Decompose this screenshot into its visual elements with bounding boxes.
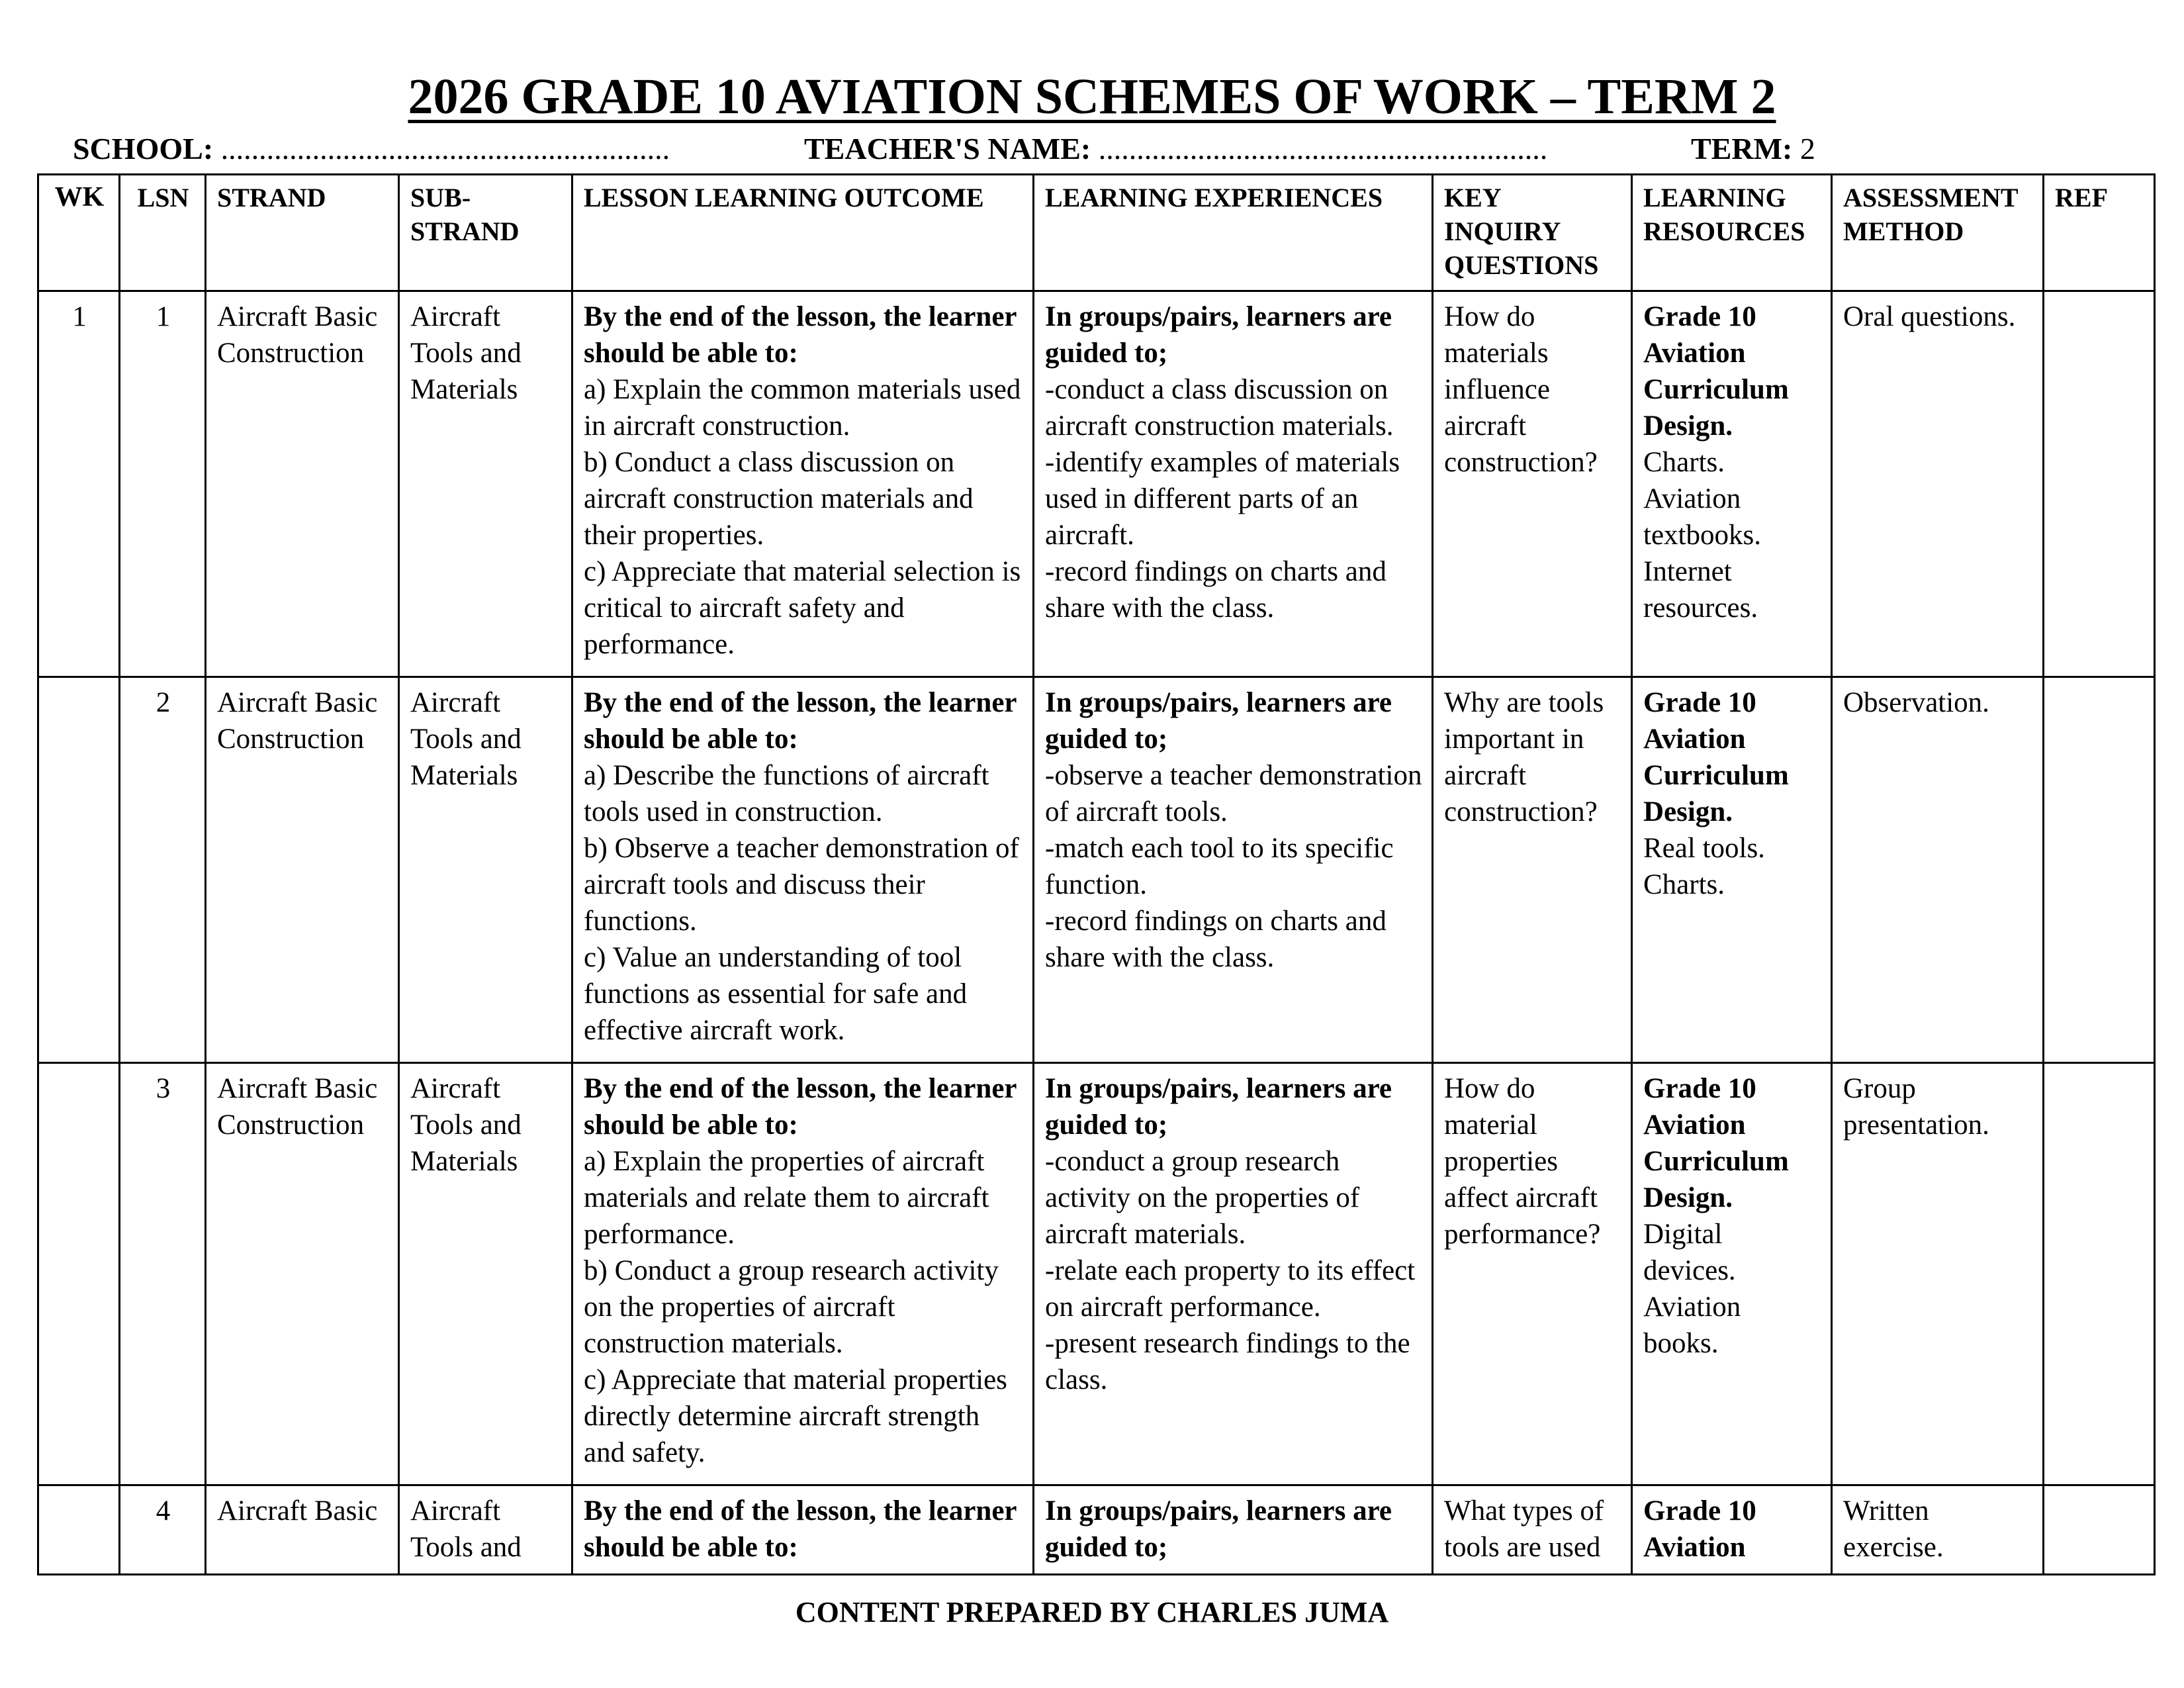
resources-cell [1632, 291, 1832, 677]
lsn-cell: 2 [120, 677, 206, 1063]
experience-item: -relate each property to its effect on aircraft performance. [1045, 1255, 1416, 1323]
lsn-cell: 1 [120, 291, 206, 677]
header-row [38, 175, 2155, 291]
school-blank: ........................................................... [220, 132, 670, 165]
outcome-a: a) Describe the functions of aircraft tools used in construction. [584, 760, 989, 827]
header-strand: STRAND [206, 175, 399, 291]
ref-cell [2044, 677, 2155, 1063]
outcome-intro: By the end of the lesson, the learner should be able to: [584, 301, 1017, 369]
wk-cell [38, 677, 120, 1063]
substrand-cell: Aircraft Tools and Materials [399, 1063, 572, 1485]
wk-cell: 1 [38, 291, 120, 677]
table-row [38, 291, 2155, 677]
term-field [1691, 132, 1815, 166]
outcome-c: c) Appreciate that material properties directly determine aircraft strength and safety. [584, 1364, 1007, 1468]
outcome-a: a) Explain the common materials used in aircraft construction. [584, 374, 1021, 442]
school-label: SCHOOL: [73, 132, 214, 165]
experience-item: -match each tool to its specific function. [1045, 833, 1394, 900]
lsn-cell: 3 [120, 1063, 206, 1485]
outcome-intro: By the end of the lesson, the learner should be able to: [584, 1073, 1017, 1141]
resources-cell [1632, 1063, 1832, 1485]
term-label: TERM: [1691, 132, 1793, 165]
resource-item: Charts. [1643, 447, 1725, 478]
header-experiences: LEARNING EXPERIENCES [1034, 175, 1433, 291]
header-ref: REF [2044, 175, 2155, 291]
inquiry-cell: How do material properties affect aircraft performance? [1433, 1063, 1632, 1485]
experience-item: -identify examples of materials used in different parts of an aircraft. [1045, 447, 1400, 551]
outcome-cell [572, 1485, 1034, 1575]
experiences-cell [1034, 291, 1433, 677]
experience-item: -conduct a class discussion on aircraft construction materials. [1045, 374, 1394, 442]
outcome-b: b) Conduct a class discussion on aircraft construction materials and their properties. [584, 447, 974, 551]
header-wk: WK [38, 175, 120, 291]
experience-item: -record findings on charts and share with the class. [1045, 556, 1387, 624]
experience-item: -record findings on charts and share with the class. [1045, 906, 1387, 973]
assessment-cell: Observation. [1832, 677, 2044, 1063]
experience-item: -conduct a group research activity on the properties of aircraft materials. [1045, 1146, 1360, 1250]
inquiry-cell: What types of tools are used [1433, 1485, 1632, 1575]
outcome-a: a) Explain the properties of aircraft materials and relate them to aircraft performance. [584, 1146, 989, 1250]
assessment-cell: Written exercise. [1832, 1485, 2044, 1575]
experiences-intro: In groups/pairs, learners are guided to; [1045, 1073, 1392, 1141]
teacher-field [804, 132, 1547, 166]
table-row [38, 677, 2155, 1063]
outcome-cell [572, 677, 1034, 1063]
assessment-cell: Oral questions. [1832, 291, 2044, 677]
term-value: 2 [1799, 132, 1815, 165]
header-assessment: ASSESSMENT METHOD [1832, 175, 2044, 291]
outcome-b: b) Conduct a group research activity on the properties of aircraft construction materials. [584, 1255, 999, 1359]
resource-item: Real tools. [1643, 833, 1765, 864]
experiences-intro: In groups/pairs, learners are guided to; [1045, 687, 1392, 755]
ref-cell [2044, 1485, 2155, 1575]
resources-cell [1632, 677, 1832, 1063]
ref-cell [2044, 291, 2155, 677]
experiences-cell [1034, 677, 1433, 1063]
resource-main: Grade 10 Aviation Curriculum Design. [1643, 301, 1789, 442]
outcome-intro: By the end of the lesson, the learner should be able to: [584, 1495, 1017, 1563]
substrand-cell: Aircraft Tools and Materials [399, 291, 572, 677]
resource-main: Grade 10 Aviation Curriculum Design. [1643, 1073, 1789, 1213]
table-row [38, 1485, 2155, 1575]
header-inquiry: KEY INQUIRY QUESTIONS [1433, 175, 1632, 291]
outcome-c: c) Appreciate that material selection is critical to aircraft safety and performance. [584, 556, 1021, 660]
header-outcome: LESSON LEARNING OUTCOME [572, 175, 1034, 291]
resources-cell [1632, 1485, 1832, 1575]
schemes-of-work-table [37, 173, 2156, 1575]
outcome-c: c) Value an understanding of tool functions as essential for safe and effective aircraft work. [584, 942, 968, 1046]
experience-item: -observe a teacher demonstration of aircraft tools. [1045, 760, 1422, 827]
resource-item: Charts. [1643, 869, 1725, 900]
resource-item: Aviation textbooks. [1643, 483, 1761, 551]
resource-item: Digital devices. [1643, 1219, 1736, 1286]
resource-item: Internet resources. [1643, 556, 1758, 624]
outcome-b: b) Observe a teacher demonstration of aircraft tools and discuss their functions. [584, 833, 1019, 937]
experiences-intro: In groups/pairs, learners are guided to; [1045, 1495, 1392, 1563]
ref-cell [2044, 1063, 2155, 1485]
strand-cell: Aircraft Basic [206, 1485, 399, 1575]
strand-cell: Aircraft Basic Construction [206, 677, 399, 1063]
strand-cell: Aircraft Basic Construction [206, 291, 399, 677]
header-lsn: LSN [120, 175, 206, 291]
experiences-cell [1034, 1063, 1433, 1485]
lsn-cell: 4 [120, 1485, 206, 1575]
inquiry-cell: Why are tools important in aircraft construction? [1433, 677, 1632, 1063]
substrand-cell: Aircraft Tools and Materials [399, 677, 572, 1063]
header-resources: LEARNING RESOURCES [1632, 175, 1832, 291]
footer-credit: CONTENT PREPARED BY CHARLES JUMA [795, 1596, 1389, 1628]
wk-cell [38, 1063, 120, 1485]
strand-cell: Aircraft Basic Construction [206, 1063, 399, 1485]
resource-main: Grade 10 Aviation [1643, 1495, 1756, 1563]
table-row [38, 1063, 2155, 1485]
teacher-label: TEACHER'S NAME: [804, 132, 1091, 165]
resource-main: Grade 10 Aviation Curriculum Design. [1643, 687, 1789, 827]
experiences-cell [1034, 1485, 1433, 1575]
wk-cell [38, 1485, 120, 1575]
school-field [73, 132, 670, 166]
experiences-intro: In groups/pairs, learners are guided to; [1045, 301, 1392, 369]
outcome-cell [572, 291, 1034, 677]
assessment-cell: Group presentation. [1832, 1063, 2044, 1485]
resource-item: Aviation books. [1643, 1291, 1741, 1359]
header-substrand: SUB-STRAND [399, 175, 572, 291]
outcome-cell [572, 1063, 1034, 1485]
experience-item: -present research findings to the class. [1045, 1328, 1410, 1395]
substrand-cell: Aircraft Tools and [399, 1485, 572, 1575]
document-title: 2026 GRADE 10 AVIATION SCHEMES OF WORK – TERM 2 [408, 69, 1776, 124]
outcome-intro: By the end of the lesson, the learner should be able to: [584, 687, 1017, 755]
inquiry-cell: How do materials influence aircraft construction? [1433, 291, 1632, 677]
teacher-blank: ........................................................... [1098, 132, 1548, 165]
